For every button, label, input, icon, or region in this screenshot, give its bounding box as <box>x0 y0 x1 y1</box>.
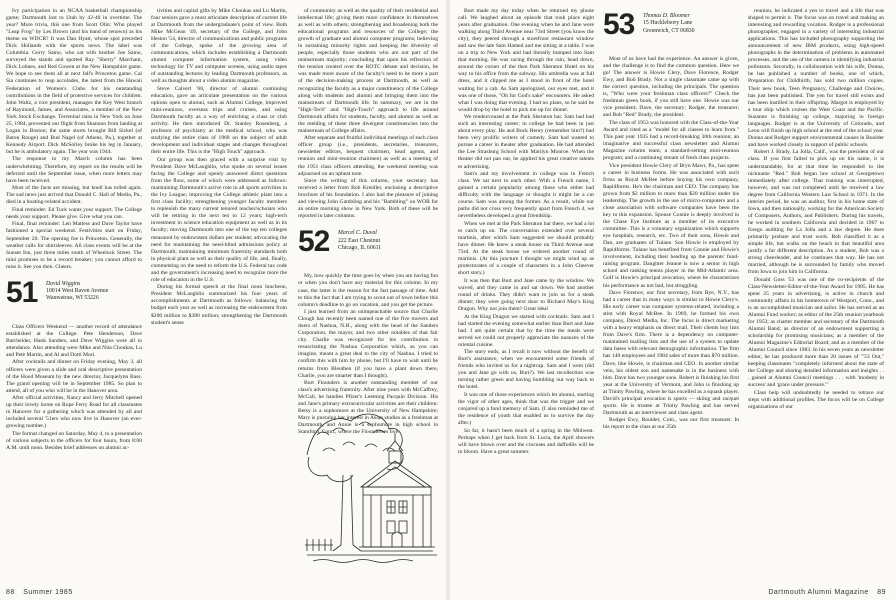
address-line: Wauwatosa, WI 53226 <box>46 295 99 302</box>
column-paragraph: The format changed on Saturday, May 4, to a presentation of various subjects to the officers for four hours, from 8:00 A.M. until noon. Besides brief addresses on alumni ac- <box>6 430 142 452</box>
column-paragraph: The story ends, as I recall it now without the benefit of Burt's assistance, when we encountered some friends of friends who invited us for a nightcap. Sam and I went (did you and Jane go with us, Burt?). We last recollection was turning rather green and having bumbling our way back to the hotel. <box>458 349 594 391</box>
column-paragraph: Sam's and my involvement in college was in French class. We sat next to each other. With a French name, I gained a certain popularity among those who either had difficulty with the language or thought it might be a cut course. Sam was among the former. As a result, while our paths did not cross very frequently apart from French 4, we nevertheless developed a great friendship. <box>458 171 594 220</box>
column-paragraph: Our group was then graced with a surprise visit by President Dave McLaughlin, who spoke on several issues facing the College and openly answered direct questions from the floor, some of which were addressed as follows: maintaining Dartmouth's active role in all sports activities in the Ivy League; improving the College athletic plant into a first class facility; strengthening younger faculty members to replenish the many current tenured teacher/scholars who will be retiring in the next ten to 12 years; high-tech investment in science education equipment as well as in its faculty; moving Dartmouth into one of the top ten colleges measured by endowment dollars per student; advocating the need for maintaining the need-blind admissions policy at Dartmouth; maintaining minimum fraternity standards both in physical plant as well as their quality of life, and, finally, commenting on the need to reform the U.S. Federal tax code and the government's increasing need to recognize more the role of education in the U.S. <box>151 156 287 283</box>
column-paragraph: After separate and fruitful individual meetings of each class officer group (i.e., presidents, secretaries, treasurers, newsletter editors, bequest chairmen, head agents, and reunion and mini-reunion chairmen) as well as a meeting of the 1951 class officers attending, the weekend meeting was adjourned on an upbeat note. <box>298 135 438 177</box>
column-paragraph: Final reminder: Ed Tuck wants your support. The College needs your support. Please give. Give what you can. <box>6 206 142 220</box>
secretary-address <box>338 230 381 252</box>
column-paragraph: Most of the facts are missing, but knell has tolled again. The sad news just arrived that Donald C. Hall of Media, Pa., died in a boating-related accident. <box>6 185 142 206</box>
left-column-3 <box>298 8 438 436</box>
secretary-name: Thomas D. Bloomer <box>643 13 690 19</box>
column-paragraph: After cocktails and dinner on Friday evening, May 3, all officers were given a slide and oral descriptive presentation of the Hood Museum by the new director, Jacquelynn Bass. The grand opening will be in September 1985. So plan to attend, all of you who will be in the Hanover area. <box>6 359 142 394</box>
left-column-1 <box>6 8 142 580</box>
class-heading-53 <box>603 8 739 52</box>
page-number: 89 <box>877 589 886 596</box>
class-number: 52 <box>298 225 330 259</box>
running-head: Dartmouth Alumni Magazine <box>768 589 869 596</box>
column-paragraph: Class Officers Weekend — another record of attendance established at the College. Pete Henderson, Dave Batchelder, Hank Sanders, and Dave Wiggins were all in attendance. Also attending were Mike and Nita Choukas, Lu and Pete Martin, and Al and Dotti Mori. <box>6 323 142 358</box>
address-line: 10014 West Raven Avenue <box>46 288 109 295</box>
secretary-name: Marcel C. Duval <box>338 230 377 237</box>
address-line: 15 Huckleberry Lane <box>643 20 693 27</box>
column-paragraph: It was then that Burt and Jane came by the window. We waved, and they came in and sat down. We had another round of drinks. They didn't want to join us for a steak dinner; they were going next door to Richard May's King Dragon. Why not join them? Great idea! <box>458 277 594 312</box>
address-line: 222 East Chestnut <box>338 237 381 244</box>
address-line: Greenwich, CT 06830 <box>643 27 695 34</box>
class-heading-52 <box>298 225 438 269</box>
column-paragraph: of community as well as the quality of their residential and intellectual life; giving them more confidence in themselves as well as with others; strengthening and broadening both the educational programs and resources of the College; the growth of graduate and alumni computer programs; believing in sustaining minority rights and keeping the diversity of people, especially those students who are not part of the mainstream majority; concluding that upon his reflection of the tension created over the ROTC debate and decision, he was made more aware of the faculty's need to be more a part of the decision-making process at Dartmouth, as well as recognizing the faculty as a major constituency of the College along with students and alumni and bringing them into the mainstream of Dartmouth life. In summary, we are in the "High-Tech" and "High-Touch" approach to life around Dartmouth affairs for students, faculty, and alumni as well as the melding of these three divergent constituencies into the mainstream of College affairs. <box>298 8 438 134</box>
right-column-1 <box>458 8 594 580</box>
column-paragraph: Ivy participation in an NCAA basketball championship game; Dartmouth lost to Utah by 42-40 in overtime. The year? More trivia, this one from Scott Olin: Who played "Leap Frog" by Les Brown (and his band of renown) as his theme on WDCR? It was Dan Hyatt, whose spot preceded Dick Hollands with the sports news. The label was Columbia. Gerry Samo, who sat with brother Joe Samo, surveyed the stands and spotted Ray "Sherry" Marchant, Dick Lohnes, and Red Gowen at the New Hampshire game. We hope to see them all at next fall's Princeton game. Cal Sia continues to reap accolades, the latest from the Hawaii Federation of Women's Clubs for his outstanding contributions in the field of protective services for children. John Waltz, a vice president, manages the Key West branch of Raymond, James, and Associates, a member of the New York Stock Exchange. Torrential rains in New York on June 25, 1984, prevented our flight from Shannon from landing at Logan in Boston; the same storm brought Bill Sickel (of Baton Rouge) and Bud Nagel (of Athens, Pa.), together at Kennedy Airport. Dick McSorley broke his leg in January, but he is ambulatory again. The year was 1944. <box>6 8 142 155</box>
column-paragraph: reunion, he indicated a yen to travel and a life that was shaped to permit it. The focus was on travel and making an interesting and rewarding vocation. Rodger is a professional photographer, engaged in a variety of interesting industrial applications. This has included photography supporting the announcement of new IBM products, using high-speed photographs in the determination of problems in automated processes, and the use of the camera in identifying industrial pollutants. Secondly, in collaboration with his wife, Donna, he has published a number of books, one of which, Preparation for Childbirth, has sold two million copies. Their new book, Teen Pregnancy, Challenge and Choices, has just been published. The yen for travel still exists and has been instilled in their offspring. Margot is employed by a tour ship which cruises the West Coast and the Pacific. Suzanne is finishing up college, majoring in foreign languages. Rodger is at the University of Colorado, and Leon will finish up high school at the end of the school year. Donna and Rodger support environmental causes in Boulder and have worked closely in support of public schools. <box>748 8 884 148</box>
class-heading-51 <box>6 276 142 320</box>
left-folio <box>6 589 73 596</box>
secretary-address <box>46 281 108 303</box>
column-paragraph: The response to my March column has been underwhelming. Therefore, my report on the results will be deferred until the September issue, when more letters may have been received. <box>6 156 142 184</box>
column-paragraph: My, how quickly the time goes by when you are having fun or when you don't have any material for this column. In my case, the latter is the reason for the fast passage of time. Add to this the fact that I am trying to scout out of town before this column's deadline to go on vacation, and you get the picture. <box>298 273 438 308</box>
column-paragraph: When we met at the Park Sheraton bar there, we had a lot to catch up on. The conversation extended over several martinis, after which Sam suggested we should probably have dinner. He knew a steak house on Third Avenue near 73rd. At the steak house we ordered another round of martinis. (At this juncture I thought we might wind up as protectorates of a couple of characters in a John Cheever short story.) <box>458 220 594 277</box>
column-paragraph: Vice president Howie Clery of Bryn Mawr, Pa., has spent a career in business forms. He was associated with such firms as Royal McBee before buying his own company, Rapidforms. He's the chairman and CEO. The company has grown from $2 million to more than $20 million under his leadership. The growth in the use of micro-computers and a close association with software companies have been the key to this expansion. Spouse Connie is deeply involved in the Chase Eye Institute as a member of its executive committee. This is a voluntary organization which supports eye hospitals, research, etc. Two of their sons, Howie and Dan, are graduates of Tulane. Son Howie is employed by Rapidforms. Tulane has benefited from Connie and Howie's involvement, including their heading up the parents' fund-raising program. Daughter Jeanne is now a senior in high school and ranking tennis player in the Mid-Atlantic area. Golf is Howie's principal avocation, where he characterizes his performance as not bad, but struggling. <box>603 162 739 289</box>
right-column-3 <box>748 8 884 580</box>
column-paragraph: Robert J. Brady, La Jolla, Calif., was the president of our class. If you first failed to pick up on his name, it is understandable, for at that time he responded to the nickname "Red." Bob began law school at Georgetown immediately after college. That training was interrupted, however, and was not completed until he received a law degree from California Western Law School in 1971. In the interim period, he was an auditor, first in his home state of Iowa, and then nationally, working for the American Society of Composers, Authors, and Publishers. During his travels, he worked in southern California and decided in 1967 to forego auditing for La Jolla and a law degree. He does primarily probate and trust work. Bob classified it as a simple life, but walks on the beach in that beautiful area justify a far different description. As a student, Bob was a strong cheerleader, and he continues that way. He has not married, although he is surrounded by family who moved from Iowa to join him in California. <box>748 149 884 276</box>
column-paragraph: Most of us have had the experience. An answer is given, and the challenge is to find the common question. Here we go! The answer is Howie Clery, Dave Florence, Rodger Ewy, and Bob Brady. Not a single classmate came up with the correct question, including the principals. The question is, "Who were your freshman class officers?" Check the freshman green book, if you still have one. Howie was our vice president; Dave, the secretary; Rodger, the treasurer; and Bob "Red" Brady, the president. <box>603 56 739 119</box>
column-paragraph: Class help will undoubtedly be needed to retrace our steps with additional profiles. The focus will be on College organizations of our <box>748 390 884 411</box>
right-page <box>448 0 896 600</box>
column-paragraph: After official activities, Nancy and Jerry Mitchell opened up their lovely home on Rope Ferry Road for all classmates in Hanover for a gathering which was attended by all and included several '51ers who now live in Hanover (an ever-growing number.) <box>6 395 142 430</box>
class-number: 53 <box>603 8 635 41</box>
left-column-2 <box>151 8 287 580</box>
column-paragraph: Dave Florence, our first secretary, from Rye, N.Y., has had a career that in many ways is similar to Howie Clery's. His early career was computer systems-related, including a stint with Royal McBee. In 1969, he formed his own company, Direct Media, Inc. The focus is direct marketing with a heavy emphasis on direct mail. Their clients buy lists from Dave's firm. There is a dependency on computer-maintained mailing lists and the use of a system to update data bases with relevant demographic information. The firm has 140 employees and 1984 sales of more than $70 million. Dave, like Howie, is chairman and CEO. In another similar vein, his oldest son and namesake is in the business with him. Dave has two younger sons. Robert is finishing his first year at the University of Vermont, and John is finishing up at Trinity Pawling, where he has excelled as a squash player. David's principal avocation is sports — skiing and racquet sports. He is trustee at Trinity Pawling and has served Dartmouth as an interviewer and class agent. <box>603 290 739 416</box>
right-folio <box>768 589 886 596</box>
class-number: 51 <box>6 275 38 309</box>
column-paragraph: Donald Goss '53 was one of the co-recipients of the Class-Newsletter-Editor-of-the-Year Award for 1985. He has spent 25 years in advertising, is active in church and community affairs in his hometown of Westport, Conn., and is an accomplished musician and sailor. He has served as an Alumni Fund worker; as editor of the 25th reunion yearbook for 1953; as charter member and secretary of the Dartmouth Alumni Band; as director of an endowment supporting a scholarship for promising musicians; as a member of the Alumni Magazine's Editorial Board; and as a member of the Alumni Council since 1983. In his seven years as newsletter editor, he has produced more than 20 issues of "'53 Out," keeping classmates "completely informed about the state of the College and sharing detailed information and insights . . . gained at Alumni Council meetings . . . with 'modesty in success' and 'grace under pressure.'" <box>748 276 884 389</box>
running-head: Summer 1985 <box>23 589 73 596</box>
column-paragraph: Final, final reminder: Len Matless and Dave Taylor have fashioned a special weekend. Festivities start on Friday, September 20. The opening foe is Princeton. Generally, the weather calls for shirtsleeves. All class events will be at the Sunset Inn, just three miles south of Wheelock Street. The mini promises to be a record breaker; you cannot afford to miss it. See you then. Cheers. <box>6 221 142 270</box>
secretary-address <box>643 13 695 35</box>
column-paragraph: Steve Calvert '68, director of alumni continuing education, gave an articulate presentation on the various options open to alumni, such as Alumni College, improved mini-reunions, overseas trips and cruises, and using Dartmouth faculty as a way of enriching a class or club activity. He then introduced Dr. Stanley Rosenberg, a professor of psychiatry at the medical school, who was studying the entire class of 1968 on the subject of adult development and individual stages and changes throughout their entire life. This is the "High Touch" approach. <box>151 86 287 156</box>
column-paragraph: Rodger Ewy, Boulder, Colo., was our first treasurer. In his report to the class at our 25th <box>603 417 739 431</box>
column-paragraph: During his formal speech at the final noon luncheon, President McLaughlin summarized his four years of accomplishments at Dartmouth as follows: balancing the budget each year as well as increasing the endowment from $200 million to $380 million; strengthening the Dartmouth student's sense <box>151 284 287 326</box>
column-paragraph: So far, it hasn't been much of a spring in the Midwest. Perhaps when I get back from St. Lucia, the April showers will have blown over and the crocuses and daffodils will be in bloom. Have a great summer. <box>458 427 594 455</box>
column-paragraph: tivities and capital gifts by Mike Choukas and Lu Martin, four seniors gave a most articulate description of current life at Dartmouth from the undergraduate's point of view. Both Mike McGean '49, secretary of the College, and John Heston '54, director of communications and public programs of the College, spoke of the growing area of communications, which includes establishing a Dartmouth alumni computer information system, using video technology for TV and computer screens, using audio tapes of outstanding lectures by leading Dartmouth professors, as well as thoughts about a video alumni magazine. <box>151 8 287 85</box>
building-illustration <box>303 395 438 575</box>
column-paragraph: We rendezvoused at the Park Sheraton bar. Sam had had such an interesting career; in college he had been in just about every play. He and Buck Henry (remember him?) had been very prolific writers of comedy. Sam had wanted to pursue a career in theater after graduation. He had attended the Lee Strasburg School with Marilyn Monroe. When the theater did not pan out, he applied his great creative talents to advertising. <box>458 114 594 170</box>
secretary-name: David Wiggins <box>46 280 81 287</box>
column-paragraph: Burt Flounders is another outstanding member of our class's advertising fraternity. After nine years with McCaffrey, McCall, he handles Pfizer's Leeming Pacquin Division. His and Jane's primary extracurricular activities are their children: Betsy is a sophomore at the University of New Hampshire; Mary is pursuing her interest in Asian studies as a freshman at Dartmouth, and Annie is a sophomore in high school in Stamford, Conn., where the Flounderses live. <box>298 380 438 436</box>
column-paragraph: It was one of those experiences which let alumni, starting the vigor of other ages, think that was the trigger and we conjured up a fond memory of Sam. (I also reminded me of the residence of youth that enabled us to survive the day after.) <box>458 392 594 427</box>
right-column-2 <box>603 8 739 580</box>
column-paragraph: I just learned from an unimpeachable source that Charlie Clough has recently been named one of the five movers and doers of Nashua, N.H., along with the head of the Sanders Corporation, the mayor, and two other notables of that fair city. Charlie was recognized for his contribution in resuscitating the Nashua Corporation which, as you can imagine, meant a great deal to the city of Nashua. I tried to confirm this with him by phone, but I'll have to wait until he returns from Bleuthen (if you have a plant down there, Charlie, you are smarter than I thought). <box>298 309 438 379</box>
column-paragraph: At the King Dragon we started with cocktails. Sam and I had started the evening somewhat earlier than Burt and Jane had. I am quite certain that by the time the meals were served we could not properly appreciate the nuances of the oriental cuisine. <box>458 313 594 348</box>
column-paragraph: Since the writing of this column, your secretary has received a letter from Bob Kreidler, enclosing a descriptive brochure of his foundation. I also had the pleasure of joining and viewing John Gambling and his "Rambling" on WOR for an entire morning show in New York. Both of these will be reported in later columns. <box>298 178 438 220</box>
address-line: Chicago, IL 60611 <box>338 245 382 251</box>
page-number: 88 <box>6 589 15 596</box>
column-paragraph: The class of 1953 was honored with the Class-of-the-Year Award and cited as a "model for all classes to learn from." This past year 1935 had a record-breaking 30th reunion; an imaginative and successful class newsletter and Alumni Magazine column team; a standard-setting mini-reunion program; and a continuing stream of fresh class projects. <box>603 119 739 162</box>
column-paragraph: Burt made my day today when he returned my phone call. We laughed about an episode that took place eight years after graduation. One evening when he and Jane were walking along Third Avenue near 73rd Street (you know the city), they peered through a storefront restaurant window and saw the late Sam Hamed and me sitting at a table. I was on a trip to New York and had literally bumped into Sam that morning. He was racing through the rain, head down, around the corner of the then Park Sheraton Hotel on his way to his office from the subway. His umbrella was at full dress, and it clipped me as I stood in front of the hotel waiting for a cab. As Sam apologized, our eyes met, and it was one of those, "Oh for God's sake" encounters. He asked what I was doing that evening. I had no plans, so he said he would drop by the hotel to pick me up for dinner. <box>458 8 594 113</box>
